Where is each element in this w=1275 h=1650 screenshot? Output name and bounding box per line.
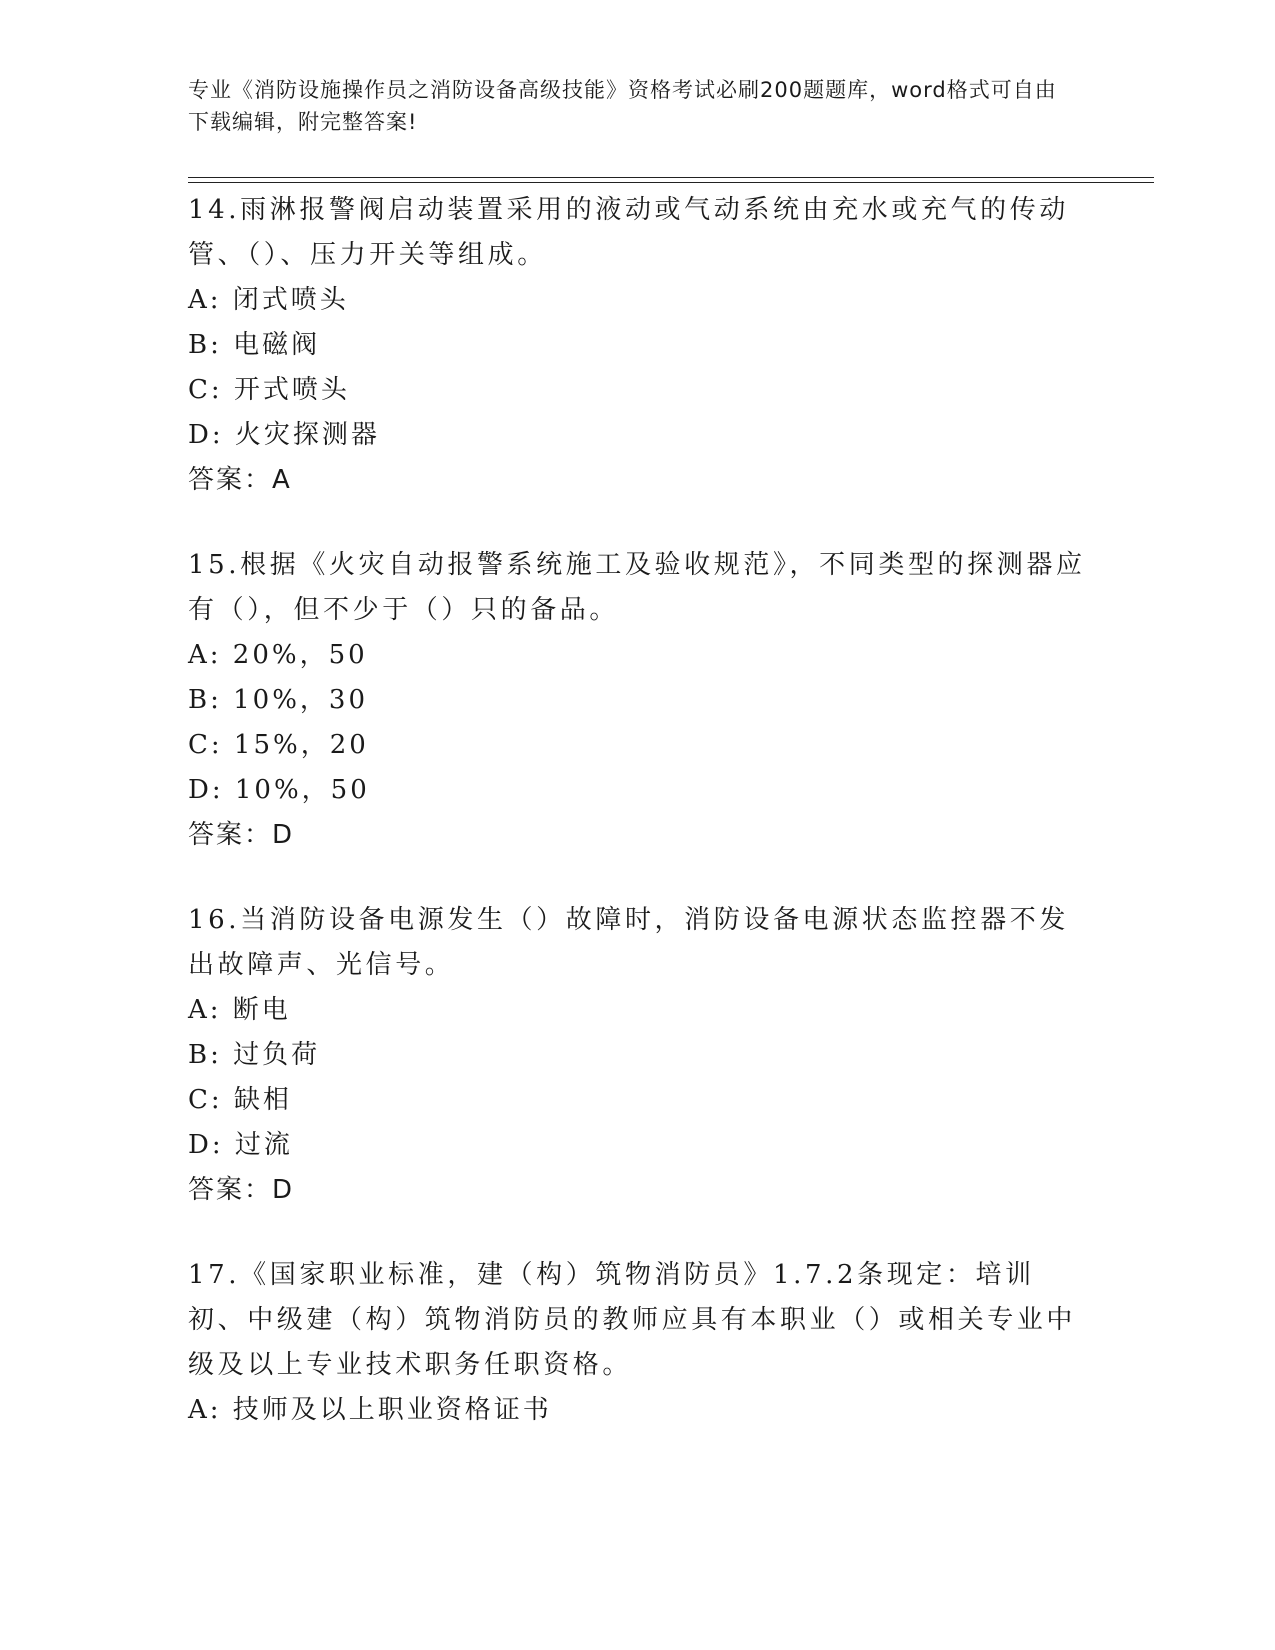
option-c: C: 15%，20 bbox=[188, 730, 369, 760]
question-16 bbox=[188, 898, 1088, 1213]
question-stem: 16.当消防设备电源发生（）故障时，消防设备电源状态监控器不发出故障声、光信号。 bbox=[188, 905, 1069, 980]
question-14 bbox=[188, 188, 1088, 503]
header-divider-bottom bbox=[188, 182, 1154, 183]
option-b: B: 电磁阀 bbox=[188, 330, 321, 360]
option-d: D: 火灾探测器 bbox=[188, 420, 380, 450]
option-a: A: 技师及以上职业资格证书 bbox=[188, 1395, 552, 1425]
question-stem: 15.根据《火灾自动报警系统施工及验收规范》，不同类型的探测器应有（），但不少于（）只的备品。 bbox=[188, 550, 1086, 625]
option-a: A: 断电 bbox=[188, 995, 291, 1025]
answer: 答案：D bbox=[188, 1175, 295, 1205]
question-list bbox=[188, 188, 1088, 1433]
option-d: D: 过流 bbox=[188, 1130, 293, 1160]
answer: 答案：A bbox=[188, 465, 292, 495]
question-15 bbox=[188, 543, 1088, 858]
option-b: B: 10%，30 bbox=[188, 685, 369, 715]
option-a: A: 闭式喷头 bbox=[188, 285, 349, 315]
option-c: C: 缺相 bbox=[188, 1085, 292, 1115]
question-stem: 17.《国家职业标准，建（构）筑物消防员》1.7.2条现定：培训初、中级建（构）筑物消防员的教师应具有本职业（）或相关专业中级及以上专业技术职务任职资格。 bbox=[188, 1260, 1077, 1380]
option-b: B: 过负荷 bbox=[188, 1040, 321, 1070]
option-a: A: 20%，50 bbox=[188, 640, 368, 670]
answer: 答案：D bbox=[188, 820, 295, 850]
question-17 bbox=[188, 1253, 1088, 1433]
header-divider-top bbox=[188, 177, 1154, 178]
document-header: 专业《消防设施操作员之消防设备高级技能》资格考试必刷200题题库，word格式可自由下载编辑，附完整答案! bbox=[188, 78, 1057, 134]
question-stem: 14.雨淋报警阀启动装置采用的液动或气动系统由充水或充气的传动管、（）、压力开关等组成。 bbox=[188, 195, 1069, 270]
option-c: C: 开式喷头 bbox=[188, 375, 350, 405]
option-d: D: 10%，50 bbox=[188, 775, 370, 805]
